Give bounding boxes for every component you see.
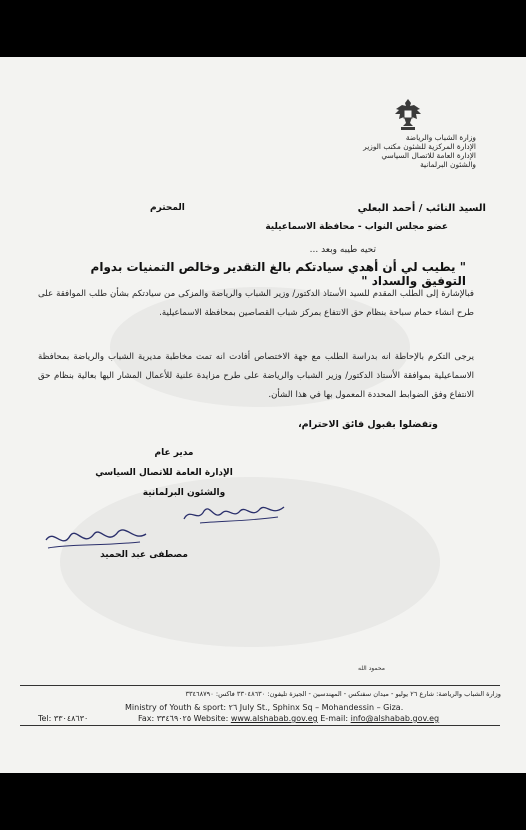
body-paragraph: فبالإشارة إلى الطلب المقدم للسيد الأستاذ الدكتور/ وزير الشباب والرياضة والمزكى من سيادتكم بشأن طلب الموافقة على طرح انشاء حمام سباحة بنظام حق الانتفاع بمركز شباب القصاصين بمحافظة الاسماعيلية. [38, 289, 474, 318]
signatory-name: مصطفى عبد الحميد [100, 550, 188, 560]
signature-department: والشئون البرلمانية [142, 488, 226, 498]
handwritten-signature-icon [180, 499, 290, 529]
letter-page [0, 57, 526, 773]
footer-website-link[interactable]: www.alshabab.gov.eg [230, 714, 318, 723]
footer-email-link[interactable]: info@alshabab.gov.eg [350, 714, 440, 723]
handwritten-note: محمود الله [358, 665, 385, 672]
ministry-line: والشئون البرلمانية [420, 160, 476, 169]
signature-block [64, 446, 264, 506]
footer-telephone: Tel: ٣٣٠٤٨٦٣٠ [38, 714, 89, 723]
signature-position: مدير عام [154, 448, 194, 458]
recipient-title: عضو مجلس النواب - محافظة الاسماعيلية [265, 222, 448, 232]
closing-line: وتفضلوا بقبول فائق الاحترام، [298, 419, 438, 430]
ministry-line: الإدارة المركزية للشئون مكتب الوزير [363, 142, 476, 151]
footer-address-english: Ministry of Youth & sport: ٢٦ July St., Sphinx Sq – Mohandessin – Giza. [125, 703, 404, 712]
letter-headline: " يطيب لي أن أهدي سيادتكم بالغ التقدير وخالص التمنيات بدوام التوفيق والسداد " [90, 260, 466, 288]
body-paragraph: يرجى التكرم بالإحاطة انه بدراسة الطلب مع جهة الاختصاص أفادت انه تمت مخاطبة مديرية الشباب والرياضة بمحافظة الاسماعيلية بموافقة الأستاذ الدكتور/ وزير الشباب والرياضة على طرح مزايدة علنية للأعمال المشار اليها بعالية بنظام حق الانتفاع وفق الضوابط المحددة المعمول بها في هذا الشأن. [38, 352, 474, 400]
footer-contacts [138, 714, 439, 723]
greeting: تحيه طيبه وبعد ... [309, 245, 376, 255]
footer-rule [20, 685, 500, 686]
footer-rule-bottom [20, 725, 500, 726]
footer-website-label: Website: [193, 714, 229, 723]
footer-fax: Fax: ٣٣٤٦٩٠٢٥ [138, 714, 192, 723]
eagle-emblem-icon [393, 97, 423, 131]
ministry-line: وزارة الشباب والرياضة [405, 133, 476, 142]
recipient-name: السيد النائب / أحمد البعلي [357, 203, 486, 214]
ministry-header [326, 133, 476, 169]
footer-address-arabic: وزارة الشباب والرياضة: شارع ٢٦ يوليو - ميدان سفنكس - المهندسين - الجيزة تليفون: ٣٣٠٤٨٦٣٠ فاكس: ٣٣٤٦٨٧٩٠ [185, 690, 501, 698]
ministry-line: الإدارة العامة للاتصال السياسي [381, 151, 476, 160]
recipient-honorific: المحترم [150, 203, 185, 213]
signature-department: الإدارة العامة للاتصال السياسي [95, 468, 233, 478]
footer-email-label: E-mail: [320, 714, 349, 723]
